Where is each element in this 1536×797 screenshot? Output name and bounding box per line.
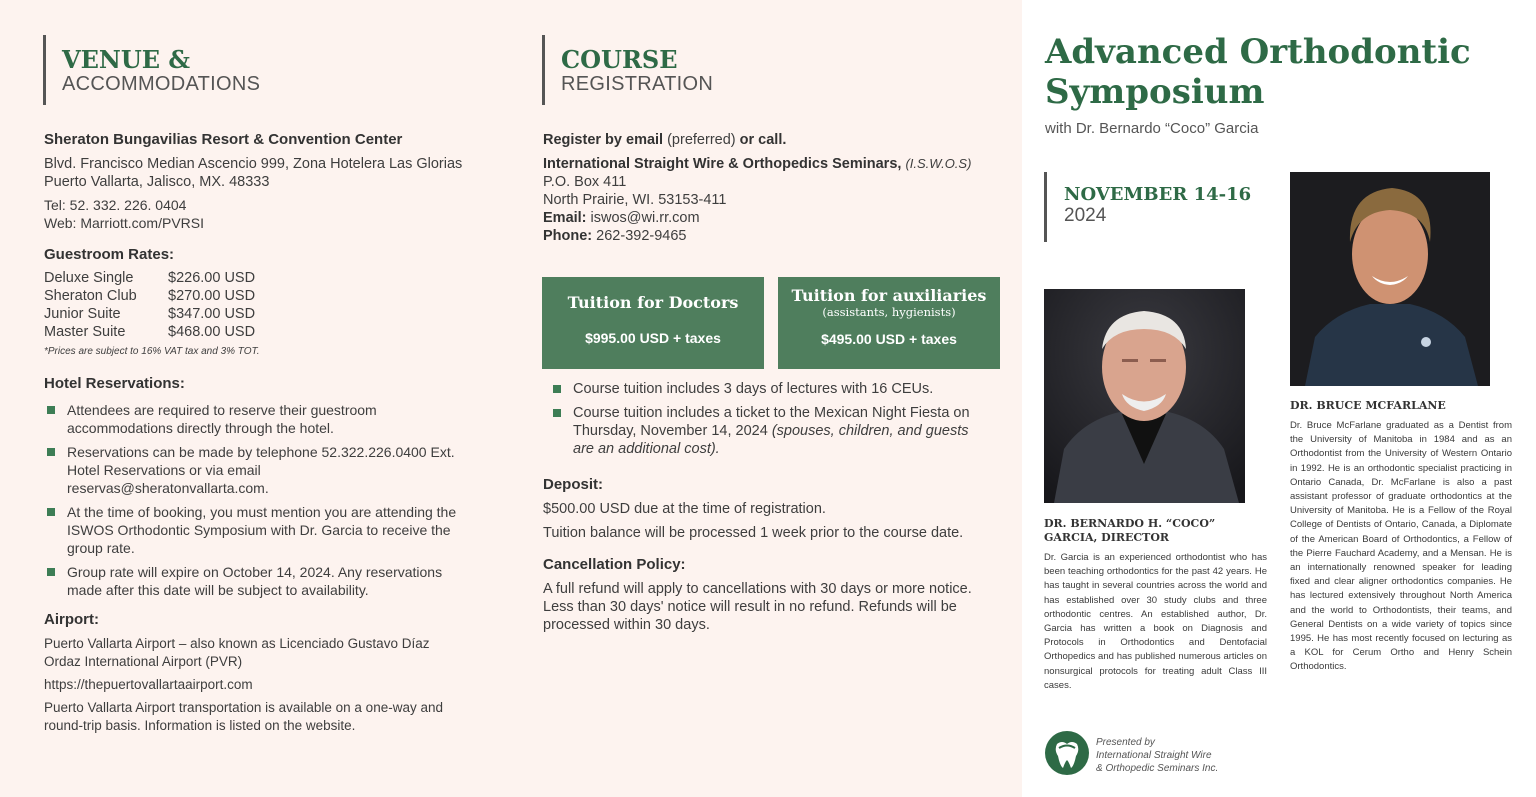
course-heading-light: REGISTRATION xyxy=(561,73,714,95)
venue-heading-bold: VENUE & xyxy=(62,45,191,74)
airport-transport: Puerto Vallarta Airport transportation is available on a one-way and round-trip basis. Information is listed on the website. xyxy=(44,700,443,733)
list-item: At the time of booking, you must mention you are attending the ISWOS Orthodontic Symposium with Dr. Garcia to receive the group rate. xyxy=(44,503,464,557)
tuition-aux-sub: (assistants, hygienists) xyxy=(822,305,956,319)
course-column xyxy=(543,131,993,245)
deposit-line2: Tuition balance will be processed 1 week prior to the course date. xyxy=(543,525,964,541)
event-title: Advanced Orthodontic Symposium xyxy=(1045,32,1471,112)
garcia-bio: Dr. Garcia is an experienced orthodontist who has been teaching orthodontics for the past 42 years. He has taught in several countries across the world and has established over 30 study clubs and three orthodontic centres. An established author, Dr. Garcia has written a book on Diagnosis and Protocols in Orthodontics and Dentofacial Orthopedics and has published numerous articles on nonsurgical protocols for treating adult Class III cases. xyxy=(1044,552,1267,691)
address-line2: Puerto Vallarta, Jalisco, MX. 48333 xyxy=(44,174,270,190)
table-row: Junior Suite $347.00 USD xyxy=(44,306,256,322)
tooth-logo-icon xyxy=(1044,730,1090,776)
includes-list xyxy=(550,380,990,458)
portrait-garcia-icon xyxy=(1044,289,1245,503)
portrait-mcfarlane-icon xyxy=(1290,172,1490,386)
event-date-range: NOVEMBER 14-16 xyxy=(1064,184,1252,205)
list-item: Course tuition includes a ticket to the Mexican Night Fiesta on Thursday, November 14, 2024 (spouses, children, and guests are an additional cost). xyxy=(550,404,990,458)
rates-title: Guestroom Rates: xyxy=(44,246,175,263)
airport-info: Puerto Vallarta Airport – also known as Licenciado Gustavo Díaz Ordaz International Airport (PVR) xyxy=(44,636,430,669)
rates-table xyxy=(44,269,255,341)
table-row: Deluxe Single $226.00 USD xyxy=(44,270,256,286)
tuition-doctors-title: Tuition for Doctors xyxy=(567,293,739,312)
mcfarlane-bio: Dr. Bruce McFarlane graduated as a Dentist from the University of Manitoba in 1984 and as an Orthodontist from the University of Western Ontario in 1992. He is an orthodontic specialist practicing in Ontario Canada, Dr. McFarlane is also a past assistant professor of graduate orthodontics at the University of Manitoba. He is a Fellow of the Royal College of Dentists of Ontario, Canada, a Diplomate of the American Board of Orthodontics, a Fellow of the Pierre Fauchard Academy, and a Mensan. He is an internationally renowned speaker for leading fixed and clear aligner orthodontics companies. He has lectured extensively throughout North America and the world to Orthodontists, their teams, and General Dentists on a wide variety of topics since 1995. He has most recently focused on lecturing as a KOL for Cerum Ortho and Henry Schein Orthodontics. xyxy=(1290,420,1512,673)
mcfarlane-name: DR. BRUCE MCFARLANE xyxy=(1290,399,1446,412)
reservations-title: Hotel Reservations: xyxy=(44,375,185,392)
event-subtitle: with Dr. Bernardo “Coco” Garcia xyxy=(1045,120,1259,137)
airport-title: Airport: xyxy=(44,611,99,628)
list-item: Reservations can be made by telephone 52.322.226.0400 Ext. Hotel Reservations or via email reservas@sheratonvallarta.com. xyxy=(44,443,464,497)
event-date xyxy=(1044,172,1251,242)
venue-column xyxy=(44,131,484,735)
tuition-aux-title: Tuition for auxiliaries xyxy=(791,286,987,305)
email-line: Email: iswos@wi.rr.com xyxy=(543,210,700,226)
address-line1: Blvd. Francisco Median Ascencio 999, Zona Hotelera Las Glorias xyxy=(44,156,463,172)
deposit-title: Deposit: xyxy=(543,476,603,493)
garcia-name: DR. BERNARDO H. “COCO” GARCIA, DIRECTOR xyxy=(1044,517,1216,544)
iswos-logo xyxy=(1044,730,1090,781)
presented-by: Presented by International Straight Wire & Orthopedic Seminars Inc. xyxy=(1096,737,1219,774)
hotel-tel: Tel: 52. 332. 226. 0404 xyxy=(44,197,187,213)
city: North Prairie, WI. 53153-411 xyxy=(543,192,727,208)
deposit-section xyxy=(543,476,993,634)
airport-link[interactable]: https://thepuertovallartaairport.com xyxy=(44,677,253,692)
org-line: International Straight Wire & Orthopedics Seminars, (I.S.W.O.S) xyxy=(543,156,972,172)
tuition-doctors-price: $995.00 USD + taxes xyxy=(585,330,721,346)
po-box: P.O. Box 411 xyxy=(543,174,627,190)
venue-heading-light: ACCOMMODATIONS xyxy=(62,73,261,95)
cancel-text: A full refund will apply to cancellations with 30 days or more notice. Less than 30 days' notice will result in no refund. Refunds will be processed within 30 days. xyxy=(543,581,972,633)
table-row: Master Suite $468.00 USD xyxy=(44,324,256,340)
cancel-title: Cancellation Policy: xyxy=(543,556,686,573)
hotel-web[interactable]: Web: Marriott.com/PVRSI xyxy=(44,215,205,231)
course-heading-bold: COURSE xyxy=(561,45,678,74)
rates-note: *Prices are subject to 16% VAT tax and 3% TOT. xyxy=(44,346,260,357)
venue-heading xyxy=(43,35,260,105)
tuition-aux-box xyxy=(778,277,1000,369)
email-link[interactable]: iswos@wi.rr.com xyxy=(586,210,700,226)
list-item: Group rate will expire on October 14, 2024. Any reservations made after this date will be subject to availability. xyxy=(44,563,464,599)
mcfarlane-photo xyxy=(1290,172,1490,386)
hotel-name: Sheraton Bungavilias Resort & Convention Center xyxy=(44,131,403,148)
deposit-line1: $500.00 USD due at the time of registration. xyxy=(543,501,826,517)
list-item: Course tuition includes 3 days of lectures with 16 CEUs. xyxy=(550,380,990,398)
phone-line: Phone: 262-392-9465 xyxy=(543,228,687,244)
reservations-list xyxy=(44,401,464,599)
list-item: Attendees are required to reserve their guestroom accommodations directly through the hotel. xyxy=(44,401,464,437)
tuition-aux-price: $495.00 USD + taxes xyxy=(821,331,957,347)
includes-list-wrap xyxy=(550,380,990,464)
register-line: Register by email (preferred) or call. xyxy=(543,132,787,148)
garcia-photo xyxy=(1044,289,1245,503)
course-heading xyxy=(542,35,713,105)
tuition-doctors-box xyxy=(542,277,764,369)
event-year: 2024 xyxy=(1064,205,1107,226)
table-row: Sheraton Club $270.00 USD xyxy=(44,288,256,304)
